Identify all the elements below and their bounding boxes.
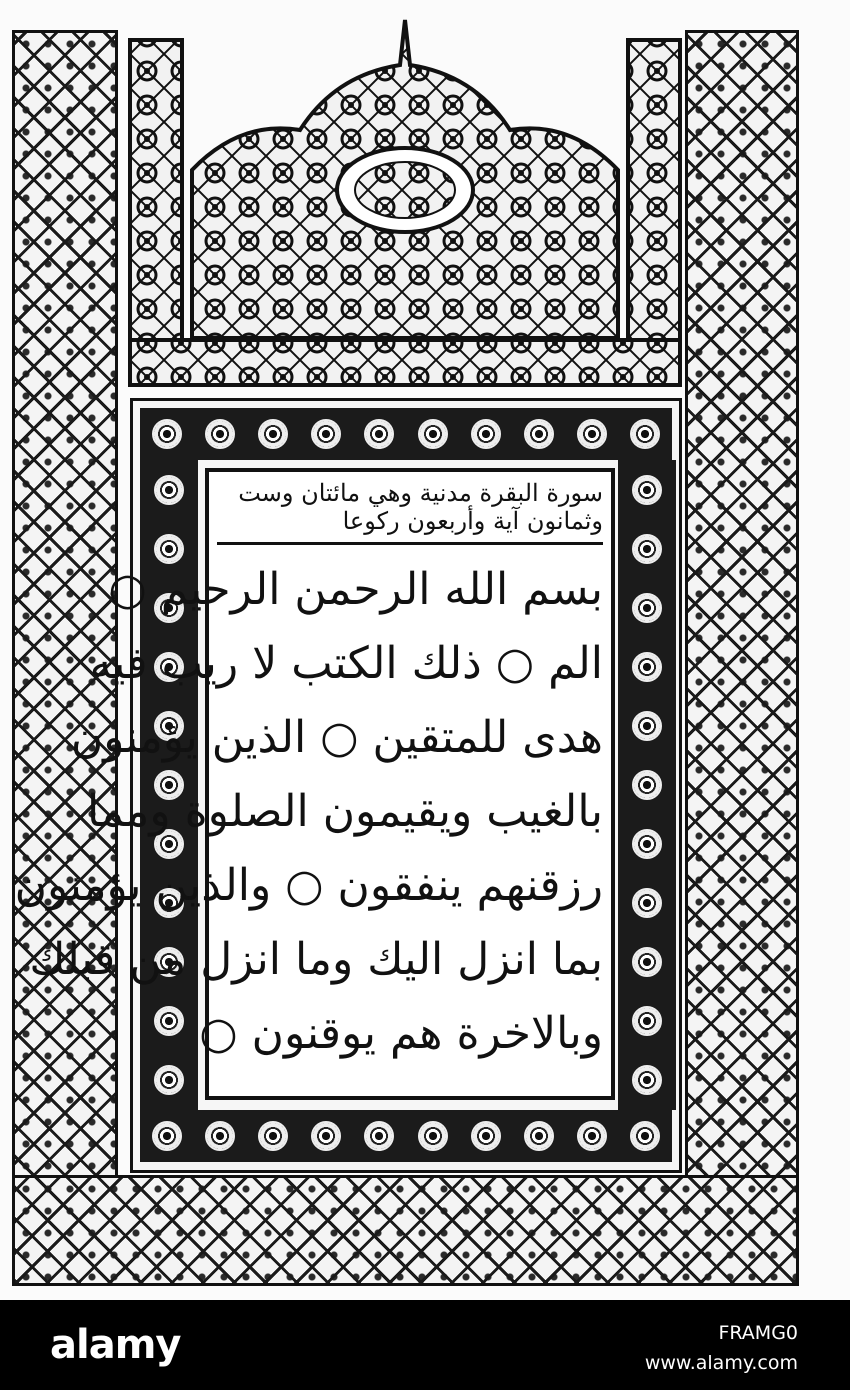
rosette-icon [471,1121,501,1151]
rosette-icon [154,1006,184,1036]
rosette-icon [632,711,662,741]
rosette-band-bottom [140,1110,672,1162]
image-id-label: FRAMG0 [718,1322,798,1344]
rosette-icon [418,1121,448,1151]
verse-lines [14,545,603,1071]
rosette-icon [577,419,607,449]
rosette-icon [632,888,662,918]
rosette-icon [311,419,341,449]
rosette-icon [632,829,662,859]
verse-line: الم ○ ذلك الكتب لا ريب فيه [89,638,603,689]
rosette-icon [152,1121,182,1151]
rosette-icon [632,1006,662,1036]
rosette-icon [577,1121,607,1151]
verse-line: رزقنهم ينفقون ○ والذين يؤمنون [14,860,603,911]
rosette-band-top [140,408,672,460]
rosette-icon [524,419,554,449]
rosette-icon [632,770,662,800]
rosette-icon [632,475,662,505]
right-lattice-border [685,30,799,1286]
illuminated-headpiece [130,20,680,390]
rosette-icon [630,419,660,449]
verse-line: هدى للمتقين ○ الذين يؤمنون [70,712,603,763]
rosette-band-right [618,460,676,1110]
rosette-icon [524,1121,554,1151]
verse-line: بسم الله الرحمن الرحيم ○ [108,564,603,615]
surah-header: سورة البقرة مدنية وهي مائتان وست وثمانون آية وأربعون ركوعا [217,472,603,545]
rosette-icon [205,1121,235,1151]
bottom-lattice-border [12,1175,799,1286]
rosette-icon [632,947,662,977]
brand-logo[interactable]: alamy [50,1322,181,1368]
rosette-icon [154,1065,184,1095]
rosette-icon [418,419,448,449]
verse-line: وبالاخرة هم يوقنون ○ [199,1008,603,1059]
watermark-footer [0,1300,850,1390]
rosette-icon [258,1121,288,1151]
verse-line: بما انزل اليك وما انزل من قبلك [29,934,603,985]
rosette-icon [632,534,662,564]
rosette-icon [364,1121,394,1151]
scripture-text-panel [14,468,615,1100]
rosette-icon [630,1121,660,1151]
rosette-icon [311,1121,341,1151]
rosette-icon [205,419,235,449]
website-link[interactable]: www.alamy.com [644,1352,798,1374]
rosette-icon [471,419,501,449]
rosette-icon [154,475,184,505]
rosette-icon [364,419,394,449]
rosette-icon [152,419,182,449]
rosette-icon [632,652,662,682]
rosette-icon [632,593,662,623]
verse-line: بالغيب ويقيمون الصلوة ومما [86,786,603,837]
rosette-icon [632,1065,662,1095]
rosette-icon [258,419,288,449]
